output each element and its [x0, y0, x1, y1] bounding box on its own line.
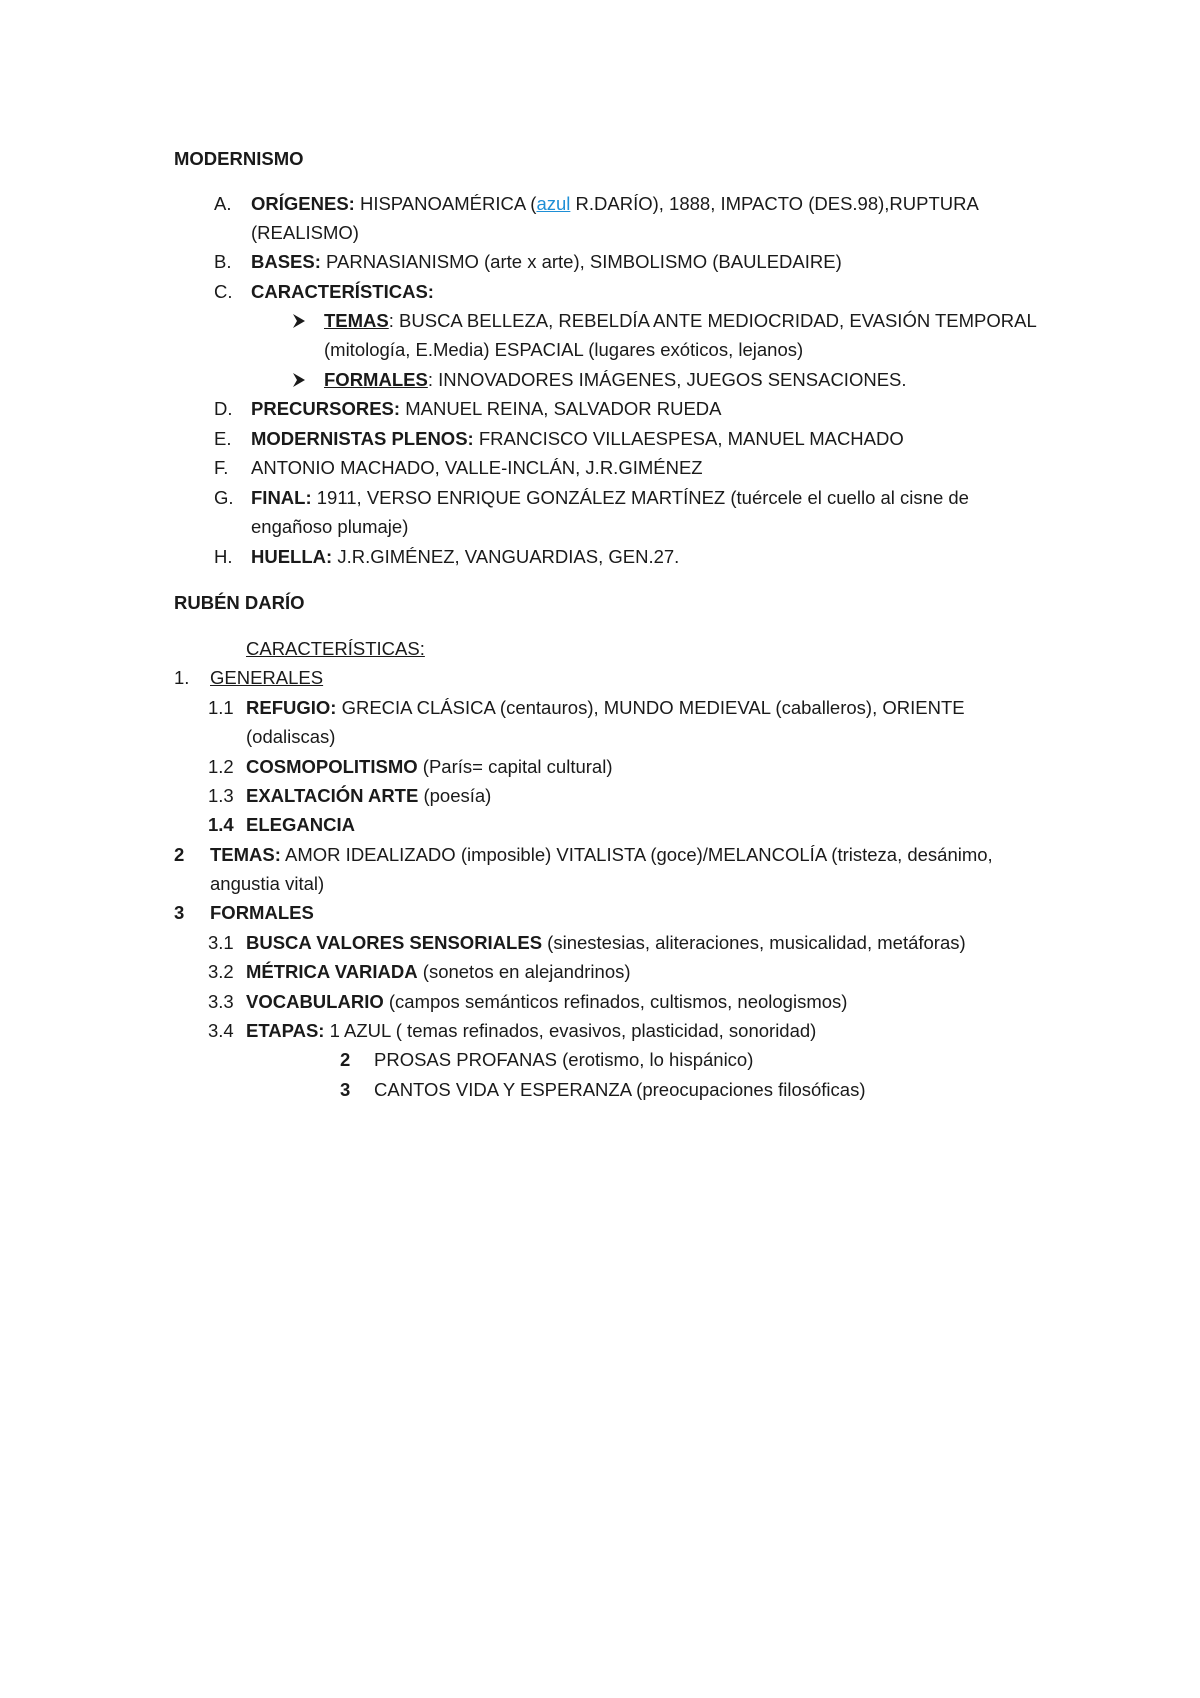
item-label: EXALTACIÓN ARTE [246, 785, 419, 806]
item-origenes [251, 192, 979, 216]
azul-link[interactable]: azul [536, 193, 571, 214]
item-label: COSMOPOLITISMO [246, 756, 418, 777]
list-marker-1-2: 1.2 [208, 756, 234, 777]
item-caracteristicas: CARACTERÍSTICAS: [251, 281, 434, 302]
item-bases [251, 250, 842, 274]
item-text: (sinestesias, aliteraciones, musicalidad, metáforas) [542, 932, 966, 953]
item-final-continuation: engañoso plumaje) [251, 516, 409, 537]
item-cosmopolitismo [246, 755, 612, 779]
list-marker-3-1: 3.1 [208, 932, 234, 953]
etapa-prosas-profanas: PROSAS PROFANAS (erotismo, lo hispánico) [374, 1049, 754, 1070]
list-marker-1-1: 1.1 [208, 697, 234, 718]
item-huella [251, 545, 679, 569]
sub-item-temas-continuation: (mitología, E.Media) ESPACIAL (lugares exóticos, lejanos) [324, 339, 804, 360]
sub-item-text: : INNOVADORES IMÁGENES, JUEGOS SENSACIONES. [427, 369, 907, 390]
sub-item-label: TEMAS [324, 310, 389, 331]
formales-heading: FORMALES [210, 902, 314, 923]
item-refugio-continuation: (odaliscas) [246, 726, 336, 747]
etapa-marker-3: 3 [340, 1079, 351, 1100]
item-elegancia [246, 813, 355, 837]
list-marker-d: D. [214, 398, 233, 419]
list-marker-a: A. [214, 193, 232, 214]
item-label: VOCABULARIO [246, 991, 384, 1012]
list-marker-f: F. [214, 457, 229, 478]
section-title-modernismo: MODERNISMO [174, 148, 304, 169]
list-marker-1: 1. [174, 667, 190, 688]
etapa-cantos-vida: CANTOS VIDA Y ESPERANZA (preocupaciones filosóficas) [374, 1079, 866, 1100]
arrow-bullet-icon [291, 368, 307, 388]
item-label: FINAL: [251, 487, 312, 508]
item-text: PARNASIANISMO (arte x arte), SIMBOLISMO (BAULEDAIRE) [320, 251, 842, 272]
item-text: (campos semánticos refinados, cultismos, neologismos) [383, 991, 848, 1012]
item-text: 1 AZUL ( temas refinados, evasivos, plasticidad, sonoridad) [324, 1020, 817, 1041]
item-exaltacion-arte [246, 784, 491, 808]
list-marker-c: C. [214, 281, 233, 302]
item-label: ORÍGENES: [251, 193, 355, 214]
sub-item-temas [324, 309, 1037, 333]
item-text: AMOR IDEALIZADO (imposible) VITALISTA (goce)/MELANCOLÍA (tristeza, desánimo, [280, 844, 993, 865]
item-text: GRECIA CLÁSICA (centauros), MUNDO MEDIEVAL (caballeros), ORIENTE [336, 697, 965, 718]
item-text: HISPANOAMÉRICA ( [354, 193, 537, 214]
item-label: HUELLA: [251, 546, 333, 567]
list-marker-1-4: 1.4 [208, 814, 234, 835]
item-text: (poesía) [418, 785, 492, 806]
list-marker-2: 2 [174, 844, 185, 865]
list-marker-e: E. [214, 428, 232, 449]
list-marker-3-3: 3.3 [208, 991, 234, 1012]
item-modernistas-plenos [251, 427, 904, 451]
list-marker-3: 3 [174, 902, 185, 923]
generales-heading: GENERALES [210, 667, 324, 688]
item-text: J.R.GIMÉNEZ, VANGUARDIAS, GEN.27. [332, 546, 680, 567]
item-text: (París= capital cultural) [417, 756, 613, 777]
sub-item-formales [324, 368, 907, 392]
item-label: MÉTRICA VARIADA [246, 961, 418, 982]
item-precursores [251, 397, 721, 421]
etapa-marker-2: 2 [340, 1049, 351, 1070]
item-valores-sensoriales [246, 931, 966, 955]
item-label: TEMAS: [210, 844, 281, 865]
arrow-bullet-icon [291, 309, 307, 329]
item-label: ETAPAS: [246, 1020, 325, 1041]
item-label: BASES: [251, 251, 321, 272]
item-temas [210, 843, 993, 867]
list-marker-g: G. [214, 487, 234, 508]
item-label: BUSCA VALORES SENSORIALES [246, 932, 543, 953]
list-marker-1-3: 1.3 [208, 785, 234, 806]
item-etapas [246, 1019, 816, 1043]
list-marker-b: B. [214, 251, 232, 272]
item-text: R.DARÍO), 1888, IMPACTO (DES.98),RUPTURA [570, 193, 979, 214]
item-text: 1911, VERSO ENRIQUE GONZÁLEZ MARTÍNEZ (tuércele el cuello al cisne de [311, 487, 969, 508]
sub-item-text: : BUSCA BELLEZA, REBELDÍA ANTE MEDIOCRIDAD, EVASIÓN TEMPORAL [388, 310, 1037, 331]
item-refugio [246, 696, 965, 720]
item-metrica-variada [246, 960, 631, 984]
section-title-ruben-dario: RUBÉN DARÍO [174, 592, 305, 613]
item-temas-continuation: angustia vital) [210, 873, 325, 894]
item-text: MANUEL REINA, SALVADOR RUEDA [400, 398, 722, 419]
item-text: (sonetos en alejandrinos) [417, 961, 631, 982]
item-final [251, 486, 969, 510]
list-marker-h: H. [214, 546, 233, 567]
item-f: ANTONIO MACHADO, VALLE-INCLÁN, J.R.GIMÉNEZ [251, 457, 703, 478]
item-origenes-continuation: (REALISMO) [251, 222, 359, 243]
item-vocabulario [246, 990, 847, 1014]
item-label: PRECURSORES: [251, 398, 401, 419]
caracteristicas-heading: CARACTERÍSTICAS: [246, 638, 425, 659]
item-text: FRANCISCO VILLAESPESA, MANUEL MACHADO [473, 428, 904, 449]
list-marker-3-4: 3.4 [208, 1020, 234, 1041]
list-marker-3-2: 3.2 [208, 961, 234, 982]
item-label: MODERNISTAS PLENOS: [251, 428, 474, 449]
item-label: ELEGANCIA [246, 814, 355, 835]
sub-item-label: FORMALES [324, 369, 428, 390]
item-label: REFUGIO: [246, 697, 337, 718]
